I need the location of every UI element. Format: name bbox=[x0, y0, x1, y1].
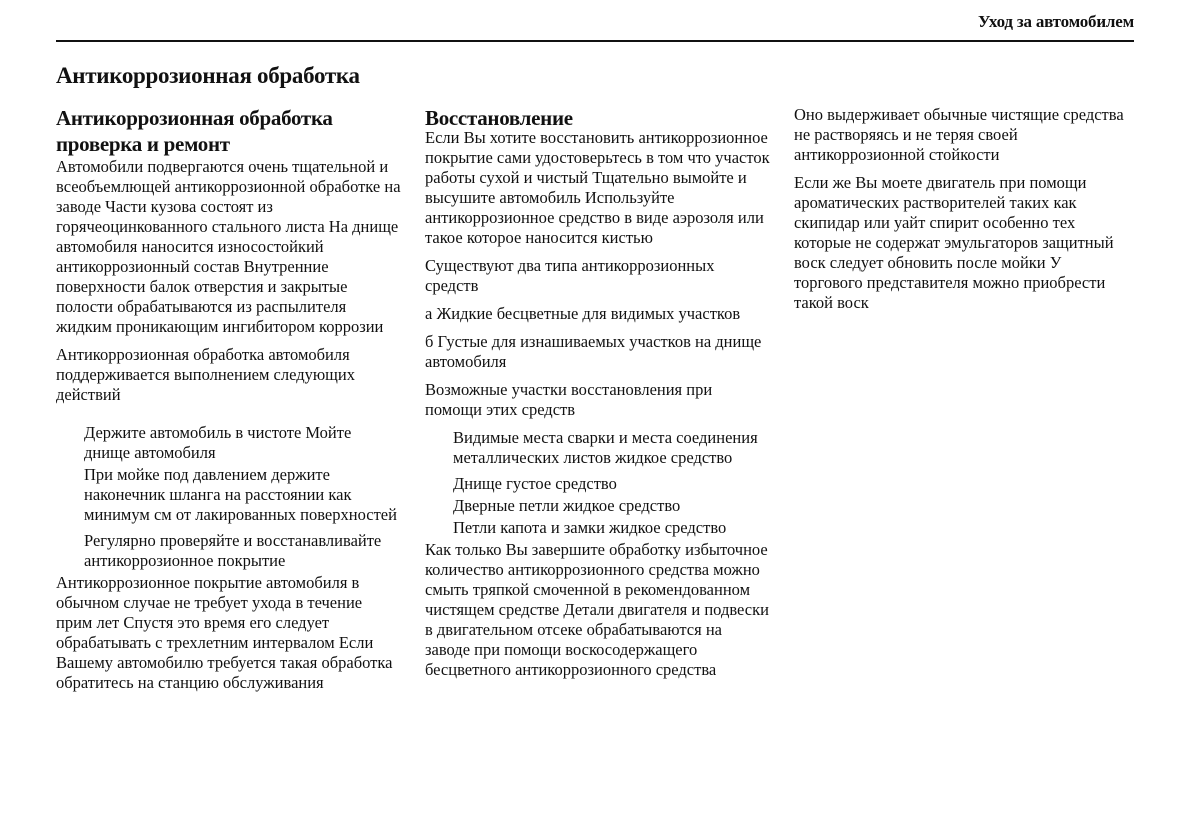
paragraph: Антикоррозионная обработка автомобиля поддерживается выполнением следующих действий bbox=[56, 345, 355, 404]
paragraph: Возможные участки восстановления при помощи этих средств bbox=[425, 380, 713, 419]
paragraph: а Жидкие бесцветные для видимых участков bbox=[425, 304, 741, 323]
paragraph: Оно выдерживает обычные чистящие средства не растворяясь и не теряя своей антикоррозионной стойкости bbox=[794, 105, 1124, 164]
paragraph: Если же Вы моете двигатель при помощи ароматических растворителей таких как скипидар или уайт спирит особенно тех которые не содержат эмульгаторов защитный воск следует обновить после мойки У торгового представителя можно приобрести такой воск bbox=[794, 173, 1114, 312]
list-item: Петли капота и замки жидкое средство bbox=[453, 518, 727, 537]
list-item: Дверные петли жидкое средство bbox=[453, 496, 681, 515]
section-heading-restoration: Восстановление bbox=[425, 106, 573, 130]
maintenance-list bbox=[84, 423, 401, 571]
list-item: Видимые места сварки и места соединения металлических листов жидкое средство bbox=[453, 428, 758, 467]
paragraph: Автомобили подвергаются очень тщательной и всеобъемлющей антикоррозионной обработке на заводе Части кузова состоят из горячеоцинкованного стального листа На днище автомобиля наносится износостойкий антикоррозионный состав Внутренние поверхности балок отверстия и закрытые полости обрабатываются из распылителя жидким проникающим ингибитором коррозии bbox=[56, 157, 401, 336]
column-left bbox=[56, 105, 401, 701]
header-divider bbox=[56, 40, 1134, 42]
page-title: Антикоррозионная обработка bbox=[56, 63, 360, 88]
list-item: Днище густое средство bbox=[453, 474, 617, 493]
running-header: Уход за автомобилем bbox=[978, 12, 1134, 31]
list-item: Держите автомобиль в чистоте Мойте днище автомобиля bbox=[84, 423, 352, 462]
paragraph: Если Вы хотите восстановить антикоррозионное покрытие сами удостоверьтесь в том что участок работы сухой и чистый Тщательно вымойте и высушите автомобиль Используйте антикоррозионное средство в виде аэрозоля или такое которое наносится кистью bbox=[425, 128, 770, 247]
paragraph: Существуют два типа антикоррозионных средств bbox=[425, 256, 715, 295]
column-right bbox=[794, 105, 1124, 321]
paragraph: б Густые для изнашиваемых участков на днище автомобиля bbox=[425, 332, 762, 371]
section-heading-inspection: Антикоррозионная обработка проверка и ремонт bbox=[56, 106, 333, 156]
list-item: При мойке под давлением держите наконечник шланга на расстоянии как минимум см от лакированных поверхностей bbox=[84, 465, 397, 524]
restoration-areas-list bbox=[453, 428, 770, 538]
column-middle bbox=[425, 105, 770, 688]
paragraph: Антикоррозионное покрытие автомобиля в обычном случае не требует ухода в течение прим лет Спустя это время его следует обрабатывать с трехлетним интервалом Если Вашему автомобилю требуется такая обработка обратитесь на станцию обслуживания bbox=[56, 573, 393, 692]
paragraph: Как только Вы завершите обработку избыточное количество антикоррозионного средства можно смыть тряпкой смоченной в рекомендованном чистящем средстве Детали двигателя и подвески в двигательном отсеке обрабатываются на заводе при помощи воскосодержащего бесцветного антикоррозионного средства bbox=[425, 540, 769, 679]
list-item: Регулярно проверяйте и восстанавливайте антикоррозионное покрытие bbox=[84, 531, 382, 570]
